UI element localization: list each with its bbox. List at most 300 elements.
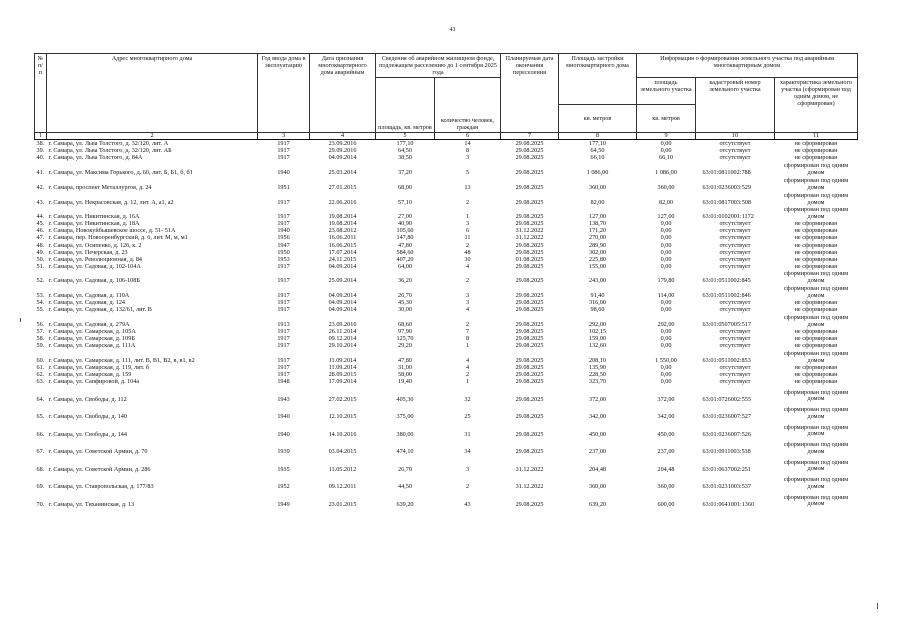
- row-emergency-date: 28.09.2015: [328, 371, 357, 379]
- row-cadastral: отсутствует: [719, 364, 751, 372]
- column-number-3: 3: [258, 133, 310, 140]
- column-number-1: 1: [35, 133, 47, 140]
- row-number: 43.: [36, 198, 45, 206]
- scan-mark: [20, 318, 21, 322]
- row-land-status: не сформирован: [794, 241, 838, 249]
- row-cadastral: 63:01:0726002:555: [702, 395, 751, 403]
- row-emergency-date: 23.09.2016: [328, 140, 357, 148]
- row-land-area: 82,00: [659, 198, 673, 206]
- row-address: г. Самара, Новокуйбышевское шоссе, д. 51- 51А: [48, 227, 176, 235]
- row-address: г. Самара, ул. Самарская, д. 159: [48, 371, 132, 379]
- row-address: г. Самара, ул. Садовая, д. 106-108Б: [48, 277, 140, 285]
- row-address: г. Самара, ул. Осипенко, д. 126, к. 2: [48, 241, 142, 249]
- row-cadastral: 63:01:0637002:251: [702, 465, 751, 473]
- row-emergency-date: 04.09.2014: [328, 299, 357, 307]
- row-number: 57.: [36, 328, 45, 336]
- row-area: 97,90: [398, 328, 412, 336]
- row-number: 52.: [36, 277, 45, 285]
- row-building-area: 208,10: [588, 357, 606, 365]
- row-emergency-date: 09.12.2014: [328, 335, 357, 343]
- row-land-status: сформирован под одним домом: [783, 161, 849, 176]
- row-people: 14: [464, 140, 471, 148]
- row-address: г. Самара, ул. Сапфировой, д. 104а: [48, 378, 140, 386]
- row-land-status: сформирован под одним домом: [783, 423, 849, 438]
- row-year: 1917: [277, 306, 290, 314]
- row-area: 19,40: [398, 378, 412, 386]
- row-area: 45,30: [398, 299, 412, 307]
- header-land-status: характеристика земельного участка (сформирован под одним домом, не сформирован): [775, 78, 858, 133]
- row-area: 68,00: [398, 183, 412, 191]
- row-emergency-date: 19.08.2014: [328, 213, 357, 221]
- row-land-area: 0,00: [660, 234, 672, 242]
- row-cadastral: 63:01:0236007:526: [702, 430, 751, 438]
- row-land-status: не сформирован: [794, 306, 838, 314]
- row-land-area: 0,00: [660, 342, 672, 350]
- row-number: 59.: [36, 342, 45, 350]
- row-plan-date: 29.08.2025: [515, 335, 544, 343]
- row-land-status: не сформирован: [794, 154, 838, 162]
- scan-mark: [877, 603, 878, 609]
- row-emergency-date: 11.09.2014: [328, 357, 357, 365]
- row-people: 3: [465, 292, 470, 300]
- row-address: г. Самара, пер. Новооренбургский, д. 6, лит. М, м, м1: [48, 234, 188, 242]
- row-cadastral: отсутствует: [719, 371, 751, 379]
- row-year: 1950: [277, 248, 290, 256]
- table-row: [35, 227, 858, 234]
- header-plan-date: Планируемая дата окончания переселения: [501, 54, 559, 133]
- table-row: [35, 335, 858, 342]
- row-people: 2: [465, 483, 470, 491]
- row-emergency-date: 26.11.2014: [328, 328, 357, 336]
- row-address: г. Самара, ул. Садовая, д. 124: [48, 299, 126, 307]
- table-row: [35, 420, 858, 438]
- row-area: 40,90: [398, 220, 412, 228]
- row-building-area: 360,00: [588, 183, 606, 191]
- row-cadastral: 63:01:0236003:529: [702, 183, 751, 191]
- row-building-area: 342,00: [588, 413, 606, 421]
- column-number-5: 5: [376, 133, 435, 140]
- row-year: 1917: [277, 292, 290, 300]
- row-land-status: не сформирован: [794, 371, 838, 379]
- row-year: 1917: [277, 154, 290, 162]
- row-plan-date: 29.08.2025: [515, 342, 544, 350]
- table-row: [35, 161, 858, 176]
- row-plan-date: 29.08.2025: [515, 321, 544, 329]
- row-building-area: 316,00: [588, 299, 606, 307]
- row-number: 39.: [36, 147, 45, 155]
- row-area: 407,20: [396, 255, 414, 263]
- row-emergency-date: 11.09.2014: [328, 364, 357, 372]
- row-land-area: 342,00: [657, 413, 675, 421]
- row-emergency-date: 04.09.2014: [328, 154, 357, 162]
- row-year: 1917: [277, 262, 290, 270]
- row-land-area: 179,80: [657, 277, 675, 285]
- table-row: [35, 249, 858, 256]
- row-plan-date: 29.08.2025: [515, 154, 544, 162]
- row-cadastral: отсутствует: [719, 220, 751, 228]
- row-land-area: 1 550,00: [655, 357, 677, 365]
- row-plan-date: 29.08.2025: [515, 220, 544, 228]
- row-emergency-date: 04.09.2014: [328, 292, 357, 300]
- row-plan-date: 29.08.2025: [515, 364, 544, 372]
- row-emergency-date: 25.03.2014: [328, 168, 357, 176]
- row-building-area: 292,00: [588, 321, 606, 329]
- row-land-area: 292,00: [657, 321, 675, 329]
- row-people: 4: [465, 262, 470, 270]
- row-area: 29,20: [398, 342, 412, 350]
- table-row: [35, 342, 858, 349]
- row-people: 2: [465, 277, 470, 285]
- row-plan-date: 29.08.2025: [515, 413, 544, 421]
- row-area: 47,80: [398, 241, 412, 249]
- row-land-status: сформирован под одним домом: [783, 350, 849, 365]
- row-building-area: 228,50: [588, 371, 606, 379]
- emergency-housing-table: [34, 53, 858, 508]
- row-number: 63.: [36, 378, 45, 386]
- table-row: [35, 473, 858, 491]
- row-area: 125,70: [396, 335, 414, 343]
- row-year: 1917: [277, 371, 290, 379]
- row-emergency-date: 16.06.2015: [328, 241, 357, 249]
- table-row: [35, 438, 858, 456]
- row-area: 58,00: [398, 371, 412, 379]
- row-building-area: 204,48: [588, 465, 606, 473]
- row-plan-date: 31.12.2022: [515, 483, 544, 491]
- row-area: 57,10: [398, 198, 412, 206]
- row-land-status: не сформирован: [794, 234, 838, 242]
- row-people: 6: [465, 227, 470, 235]
- row-address: г. Самара, ул. Свободы, д. 112: [48, 395, 127, 403]
- row-building-area: 225,80: [588, 255, 606, 263]
- row-area: 584,60: [396, 248, 414, 256]
- row-plan-date: 29.08.2025: [515, 306, 544, 314]
- row-plan-date: 29.08.2025: [515, 395, 544, 403]
- row-plan-date: 31.12.2022: [515, 465, 544, 473]
- row-land-area: 127,00: [657, 213, 675, 221]
- row-land-area: 0,00: [660, 241, 672, 249]
- column-number-10: 10: [696, 133, 775, 140]
- row-people: 3: [465, 465, 470, 473]
- row-plan-date: 29.08.2025: [515, 248, 544, 256]
- header-year: Год ввода дома в эксплуатацию: [258, 54, 310, 133]
- row-area: 36,20: [398, 277, 412, 285]
- row-land-area: 372,00: [657, 395, 675, 403]
- row-address: г. Самара, ул. Садовая, д. 110А: [48, 292, 130, 300]
- row-cadastral: отсутствует: [719, 248, 751, 256]
- row-plan-date: 29.08.2025: [515, 140, 544, 148]
- row-land-area: 0,00: [660, 220, 672, 228]
- row-address: г. Самара, ул. Никитинская, д. 16А: [48, 213, 140, 221]
- row-address: г. Самара, ул. Свободы, д. 140: [48, 413, 127, 421]
- table-row: [35, 299, 858, 306]
- row-number: 61.: [36, 364, 45, 372]
- row-area: 380,00: [396, 430, 414, 438]
- row-year: 1917: [277, 357, 290, 365]
- row-year: 1935: [277, 465, 290, 473]
- table-row: [35, 306, 858, 313]
- row-building-area: 82,00: [590, 198, 605, 206]
- table-row: [35, 140, 858, 148]
- row-building-area: 243,00: [588, 277, 606, 285]
- row-land-status: не сформирован: [794, 342, 838, 350]
- row-number: 56.: [36, 321, 45, 329]
- row-plan-date: 29.08.2025: [515, 299, 544, 307]
- row-cadastral: отсутствует: [719, 328, 751, 336]
- header-building-area: Площадь застройки многоквартирного дома: [559, 54, 637, 105]
- row-address: г. Самара, ул. Льва Толстого, д. 84А: [48, 154, 143, 162]
- row-year: 1956: [277, 234, 290, 242]
- header-land-unit: кв. метров: [637, 105, 696, 133]
- row-land-area: 66,10: [659, 154, 673, 162]
- row-number: 41.: [36, 168, 45, 176]
- row-area: 639,20: [396, 500, 414, 508]
- row-building-area: 132,60: [588, 342, 606, 350]
- row-address: г. Самара, ул. Самарская, д. 111А: [48, 342, 136, 350]
- row-land-status: сформирован под одним домом: [783, 406, 849, 420]
- row-people: 3: [465, 154, 470, 162]
- row-year: 1917: [277, 140, 290, 148]
- row-land-area: 204,48: [657, 465, 675, 473]
- header-emergency-date: Дата признания многоквартирного дома аварийным: [310, 54, 376, 133]
- row-emergency-date: 09.12.2011: [328, 483, 357, 491]
- row-address: г. Самара, ул. Садовая, д. 102-104А: [48, 262, 141, 270]
- row-emergency-date: 16.06.2011: [328, 234, 357, 242]
- row-emergency-date: 23.01.2015: [328, 500, 357, 508]
- header-building-unit: кв. метров: [559, 105, 637, 133]
- row-year: 1913: [277, 321, 290, 329]
- row-building-area: 138,70: [588, 220, 606, 228]
- row-people: 43: [464, 500, 471, 508]
- row-emergency-date: 22.06.2016: [328, 198, 357, 206]
- header-people: количество человек, граждан: [435, 78, 501, 133]
- row-land-area: 450,00: [657, 430, 675, 438]
- row-address: г. Самара, ул. Самарская, д. 111, лит. В, В1, В2, в, в1, в2: [48, 357, 195, 365]
- table-row: [35, 378, 858, 385]
- row-address: г. Самара, ул. Льва Толстого, д. 32/120, лит. А: [48, 140, 169, 148]
- row-people: 7: [465, 328, 470, 336]
- row-people: 11: [464, 234, 471, 242]
- row-land-status: не сформирован: [794, 255, 838, 263]
- row-address: г. Самара, ул. Никитинская, д. 18А: [48, 220, 140, 228]
- row-people: 2: [465, 198, 470, 206]
- row-address: г. Самара, ул. Садовая, д. 279А: [48, 321, 130, 329]
- table-row: [35, 176, 858, 191]
- row-number: 45.: [36, 220, 45, 228]
- row-land-area: 0,00: [660, 255, 672, 263]
- row-number: 53.: [36, 292, 45, 300]
- row-land-area: 0,00: [660, 364, 672, 372]
- row-people: 4: [465, 357, 470, 365]
- row-plan-date: 29.08.2025: [515, 430, 544, 438]
- row-year: 1917: [277, 328, 290, 336]
- table-row: [35, 328, 858, 335]
- row-number: 64.: [36, 395, 45, 403]
- row-year: 1949: [277, 500, 290, 508]
- row-plan-date: 29.08.2025: [515, 448, 544, 456]
- row-plan-date: 29.08.2025: [515, 277, 544, 285]
- row-land-status: не сформирован: [794, 328, 838, 336]
- column-number-6: 6: [435, 133, 501, 140]
- table-row: [35, 147, 858, 154]
- row-land-area: 0,00: [660, 227, 672, 235]
- row-land-status: сформирован под одним домом: [783, 270, 849, 285]
- row-land-status: не сформирован: [794, 378, 838, 386]
- row-land-status: сформирован под одним домом: [783, 441, 849, 455]
- row-cadastral: отсутствует: [719, 241, 751, 249]
- row-land-status: сформирован под одним домом: [783, 314, 849, 329]
- row-area: 375,00: [396, 413, 414, 421]
- row-area: 405,30: [396, 395, 414, 403]
- column-number-7: 7: [501, 133, 559, 140]
- row-emergency-date: 24.11.2015: [328, 255, 357, 263]
- row-people: 1: [465, 378, 470, 386]
- row-building-area: 171,20: [588, 227, 606, 235]
- row-building-area: 155,00: [588, 262, 606, 270]
- row-land-area: 0,00: [660, 371, 672, 379]
- row-plan-date: 31.12.2022: [515, 234, 544, 242]
- row-land-area: 0,00: [660, 147, 672, 155]
- table-body: [35, 140, 858, 508]
- row-number: 55.: [36, 306, 45, 314]
- row-building-area: 98,60: [590, 306, 605, 314]
- row-emergency-date: 19.08.2014: [328, 220, 357, 228]
- row-building-area: 102,15: [588, 328, 606, 336]
- row-year: 1917: [277, 364, 290, 372]
- row-year: 1940: [277, 168, 290, 176]
- row-plan-date: 29.08.2025: [515, 213, 544, 221]
- row-people: 4: [465, 306, 470, 314]
- row-land-area: 360,00: [657, 483, 675, 491]
- column-number-8: 8: [559, 133, 637, 140]
- row-area: 27,00: [398, 213, 412, 221]
- row-building-area: 1 086,00: [586, 168, 609, 176]
- row-year: 1951: [277, 183, 290, 191]
- row-land-status: сформирован под одним домом: [783, 191, 849, 206]
- row-land-status: не сформирован: [794, 364, 838, 372]
- row-land-area: 237,00: [657, 448, 675, 456]
- row-land-status: не сформирован: [794, 147, 838, 155]
- row-year: 1948: [277, 378, 290, 386]
- row-people: 3: [465, 220, 470, 228]
- row-number: 48.: [36, 241, 45, 249]
- header-land-info: Информация о формировании земельного участка под аварийным многоквартирным домом: [637, 54, 858, 78]
- row-year: 1953: [277, 255, 290, 263]
- row-building-area: 135,90: [588, 364, 606, 372]
- table-row: [35, 364, 858, 371]
- table-row: [35, 284, 858, 299]
- row-plan-date: 29.08.2025: [515, 168, 544, 176]
- row-building-area: 302,00: [588, 248, 606, 256]
- table-row: [35, 256, 858, 263]
- row-land-area: 0,00: [660, 335, 672, 343]
- table-row: [35, 241, 858, 248]
- row-building-area: 323,70: [588, 378, 606, 386]
- row-emergency-date: 29.10.2014: [328, 342, 357, 350]
- row-cadastral: 63:01:0817003:508: [702, 198, 751, 206]
- row-people: 34: [464, 448, 471, 456]
- row-area: 177,10: [396, 140, 414, 148]
- row-emergency-date: 14.10.2016: [328, 430, 357, 438]
- row-cadastral: 63:01:0507005:517: [702, 321, 751, 329]
- row-address: г. Самара, ул. Революционная, д. 84: [48, 255, 143, 263]
- row-land-status: сформирован под одним домом: [783, 206, 849, 221]
- row-land-area: 0,00: [660, 378, 672, 386]
- row-cadastral: отсутствует: [719, 378, 751, 386]
- row-people: 48: [464, 248, 471, 256]
- table-row: [35, 403, 858, 421]
- row-people: 31: [464, 430, 471, 438]
- row-area: 68,60: [398, 321, 412, 329]
- header-area: площадь, кв. метров: [376, 78, 435, 133]
- row-emergency-date: 25.09.2014: [328, 277, 357, 285]
- row-address: г. Самара, ул. Льва Толстого, д. 32/120, лит. АБ: [48, 147, 172, 155]
- row-cadastral: отсутствует: [719, 299, 751, 307]
- row-land-status: не сформирован: [794, 335, 838, 343]
- row-number: 60.: [36, 357, 45, 365]
- row-cadastral: 63:01:0511002:846: [702, 292, 751, 300]
- row-land-area: 0,00: [660, 299, 672, 307]
- row-land-status: сформирован под одним домом: [783, 493, 849, 508]
- row-area: 474,10: [396, 448, 414, 456]
- row-plan-date: 29.08.2025: [515, 292, 544, 300]
- table-row: [35, 220, 858, 227]
- row-people: 2: [465, 241, 470, 249]
- row-plan-date: 29.08.2025: [515, 241, 544, 249]
- table-row: [35, 191, 858, 206]
- row-cadastral: 63:01:0811002:788: [702, 168, 751, 176]
- row-people: 2: [465, 371, 470, 379]
- row-people: 8: [465, 335, 470, 343]
- row-year: 1917: [277, 213, 290, 221]
- column-number-11: 11: [775, 133, 858, 140]
- row-plan-date: 31.12.2022: [515, 227, 544, 235]
- row-building-area: 360,00: [588, 483, 606, 491]
- header-cadastral: кадастровый номер земельного участка: [696, 78, 775, 133]
- row-area: 47,80: [398, 357, 412, 365]
- row-number: 46.: [36, 227, 45, 235]
- row-land-status: сформирован под одним домом: [783, 388, 849, 403]
- row-cadastral: 63:01:0511002:853: [702, 357, 751, 365]
- row-cadastral: отсутствует: [719, 234, 751, 242]
- row-address: г. Самара, ул. Самарская, д. 105А: [48, 328, 136, 336]
- row-building-area: 289,90: [588, 241, 606, 249]
- header-number: № п/п: [35, 54, 47, 133]
- row-building-area: 639,20: [588, 500, 606, 508]
- row-address: г. Самара, ул. Максима Горького, д. 60, лит. Б, Б1, б, б1: [48, 168, 193, 176]
- row-plan-date: 29.08.2025: [515, 371, 544, 379]
- row-number: 70.: [36, 500, 45, 508]
- row-building-area: 66,10: [590, 154, 605, 162]
- row-emergency-date: 23.08.2012: [328, 227, 357, 235]
- row-plan-date: 29.08.2025: [515, 500, 544, 508]
- row-building-area: 91,40: [590, 292, 605, 300]
- table-row: [35, 154, 858, 161]
- row-plan-date: 29.08.2025: [515, 183, 544, 191]
- column-number-4: 4: [310, 133, 376, 140]
- row-number: 42.: [36, 183, 45, 191]
- row-land-area: 0,00: [660, 262, 672, 270]
- row-cadastral: 63:01:0641001:1360: [702, 500, 755, 508]
- row-emergency-date: 04.09.2014: [328, 262, 357, 270]
- row-plan-date: 29.08.2025: [515, 147, 544, 155]
- row-area: 37,20: [398, 168, 412, 176]
- row-cadastral: отсутствует: [719, 262, 751, 270]
- row-year: 1943: [277, 395, 290, 403]
- row-year: 1917: [277, 198, 290, 206]
- row-address: г. Самара, ул. Печерская, д. 23: [48, 248, 128, 256]
- row-address: г. Самара, ул. Тиханинская, д. 13: [48, 500, 135, 508]
- row-number: 66.: [36, 430, 45, 438]
